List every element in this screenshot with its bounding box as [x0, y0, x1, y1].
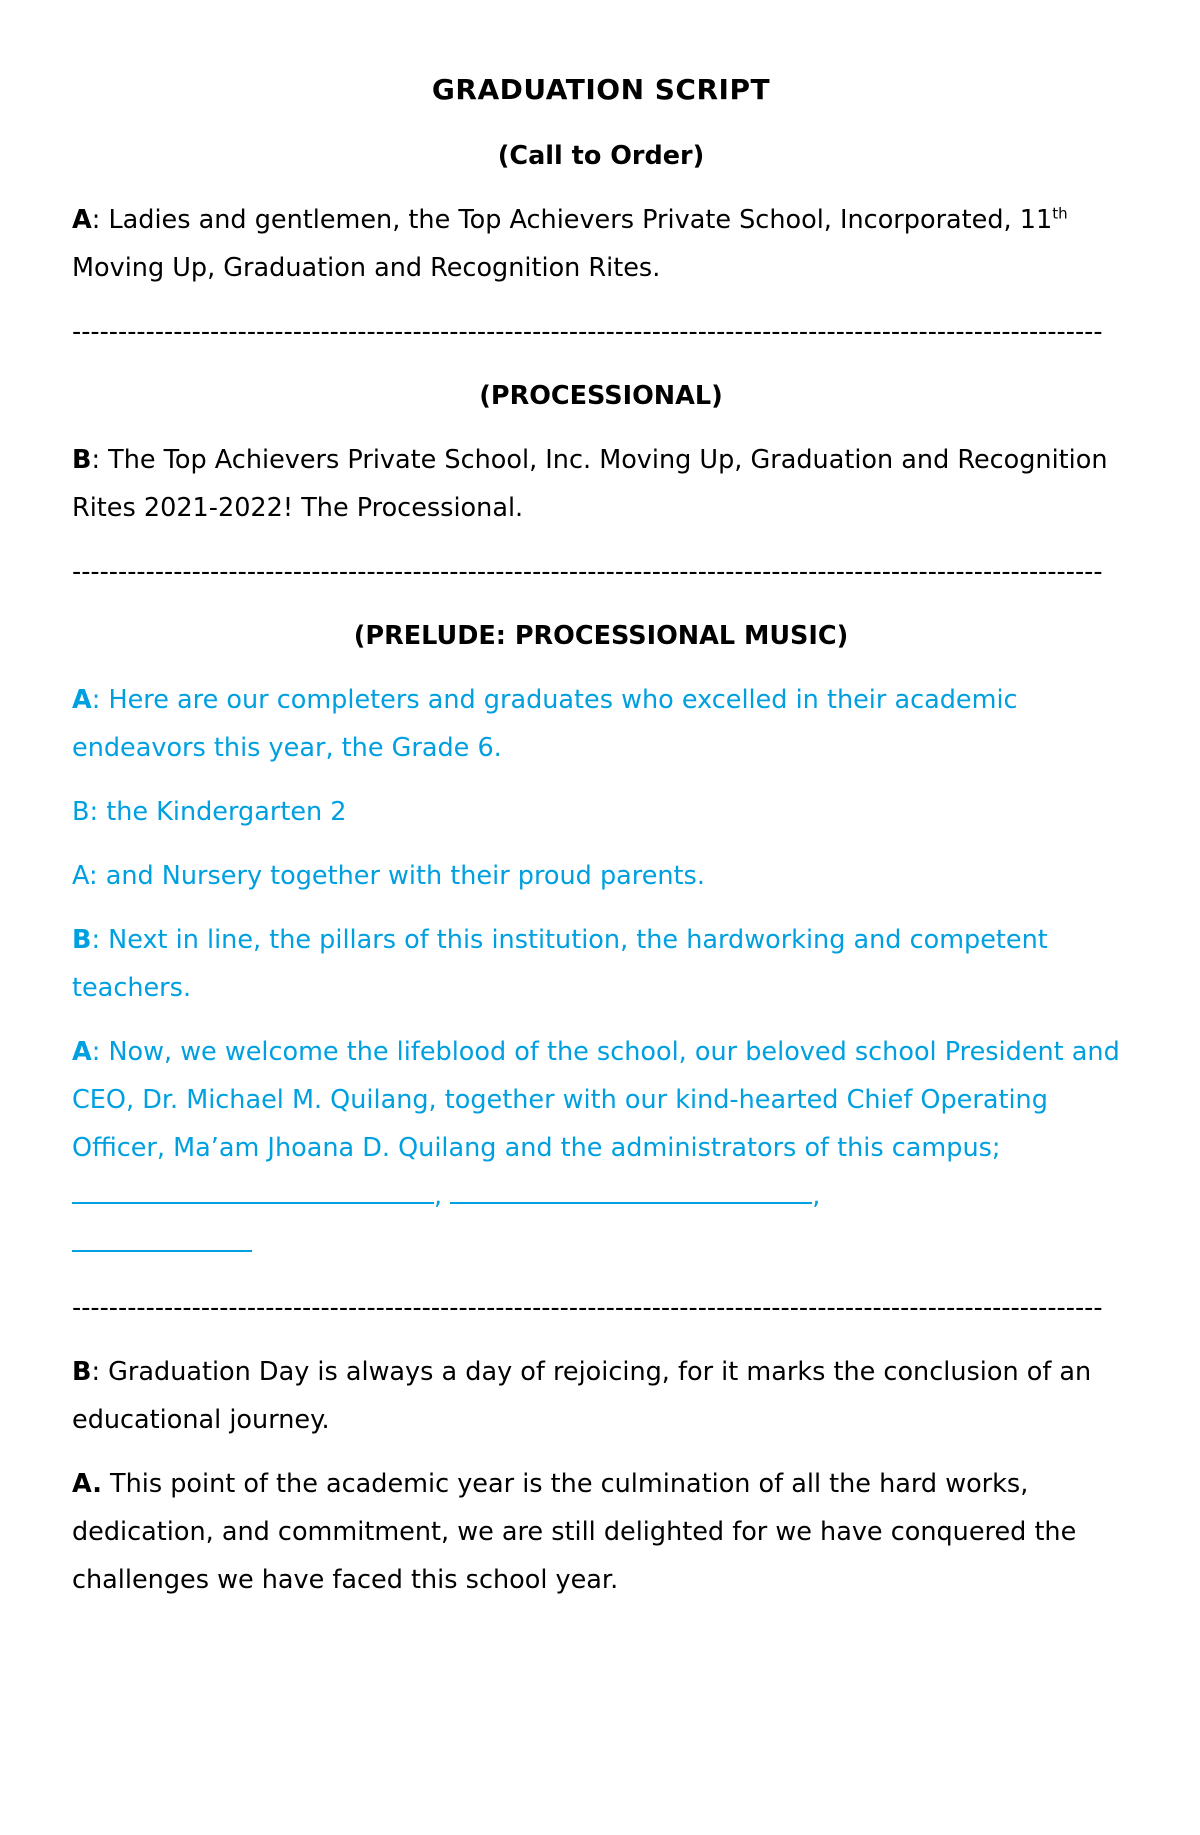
fill-in-blank: [450, 1176, 812, 1204]
prelude-line-2: B: the Kindergarten 2: [72, 797, 347, 827]
prelude-line-1: [72, 676, 1130, 772]
prelude-heading: (PRELUDE: PROCESSIONAL MUSIC): [353, 621, 849, 651]
closing-line-1: [72, 1348, 1130, 1444]
section-divider: ----------------------------------------------------------------------------------------------------------------: [72, 317, 1103, 347]
section-divider: ----------------------------------------------------------------------------------------------------------------: [72, 557, 1103, 587]
speaker-label: A.: [72, 1469, 102, 1499]
line-text: : Here are our completers and graduates who excelled in their academic endeavors this year, the Grade 6.: [72, 685, 1018, 763]
ordinal-suffix: th: [1052, 204, 1068, 223]
prelude-line-3: A: and Nursery together with their proud parents.: [72, 861, 705, 891]
blank-separator: ,: [812, 1181, 821, 1211]
speaker-label: B: [72, 925, 92, 955]
processional-heading: (PROCESSIONAL): [479, 381, 723, 411]
speaker-label: B: [72, 1357, 92, 1387]
line-text: : Graduation Day is always a day of rejoicing, for it marks the conclusion of an educational journey.: [72, 1357, 1092, 1435]
line-text: : Now, we welcome the lifeblood of the school, our beloved school President and CEO, Dr. Michael M. Quilang, together with our kind-hearted Chief Operating Officer, Ma’am Jhoana D. Quilang and the administrators of this campus;: [72, 1037, 1120, 1163]
speaker-label: A: [72, 205, 92, 235]
fill-in-blank: [72, 1224, 252, 1252]
closing-line-2: [72, 1460, 1130, 1604]
speaker-label: A: [72, 1037, 92, 1067]
prelude-line-5: [72, 1028, 1130, 1268]
section-divider: ----------------------------------------------------------------------------------------------------------------: [72, 1293, 1103, 1323]
speaker-label: B: [72, 445, 92, 475]
line-text: : Next in line, the pillars of this institution, the hardworking and competent teachers.: [72, 925, 1048, 1003]
line-text: This point of the academic year is the culmination of all the hard works, dedication, and commitment, we are still delighted for we have conquered the challenges we have faced this school year.: [72, 1469, 1077, 1595]
prelude-line-4: [72, 916, 1130, 1012]
speaker-label: A: [72, 685, 92, 715]
document-title: GRADUATION SCRIPT: [431, 73, 771, 106]
line-text: : Ladies and gentlemen, the Top Achievers Private School, Incorporated, 11: [91, 205, 1053, 235]
blank-separator: ,: [434, 1181, 451, 1211]
call-to-order-heading: (Call to Order): [497, 141, 705, 171]
call-to-order-line: [72, 196, 1130, 292]
fill-in-blank: [72, 1176, 434, 1204]
processional-line: [72, 436, 1130, 532]
line-text: Moving Up, Graduation and Recognition Rites.: [72, 253, 661, 283]
line-text: : The Top Achievers Private School, Inc. Moving Up, Graduation and Recognition Rites 2021-2022! The Processional.: [72, 445, 1108, 523]
